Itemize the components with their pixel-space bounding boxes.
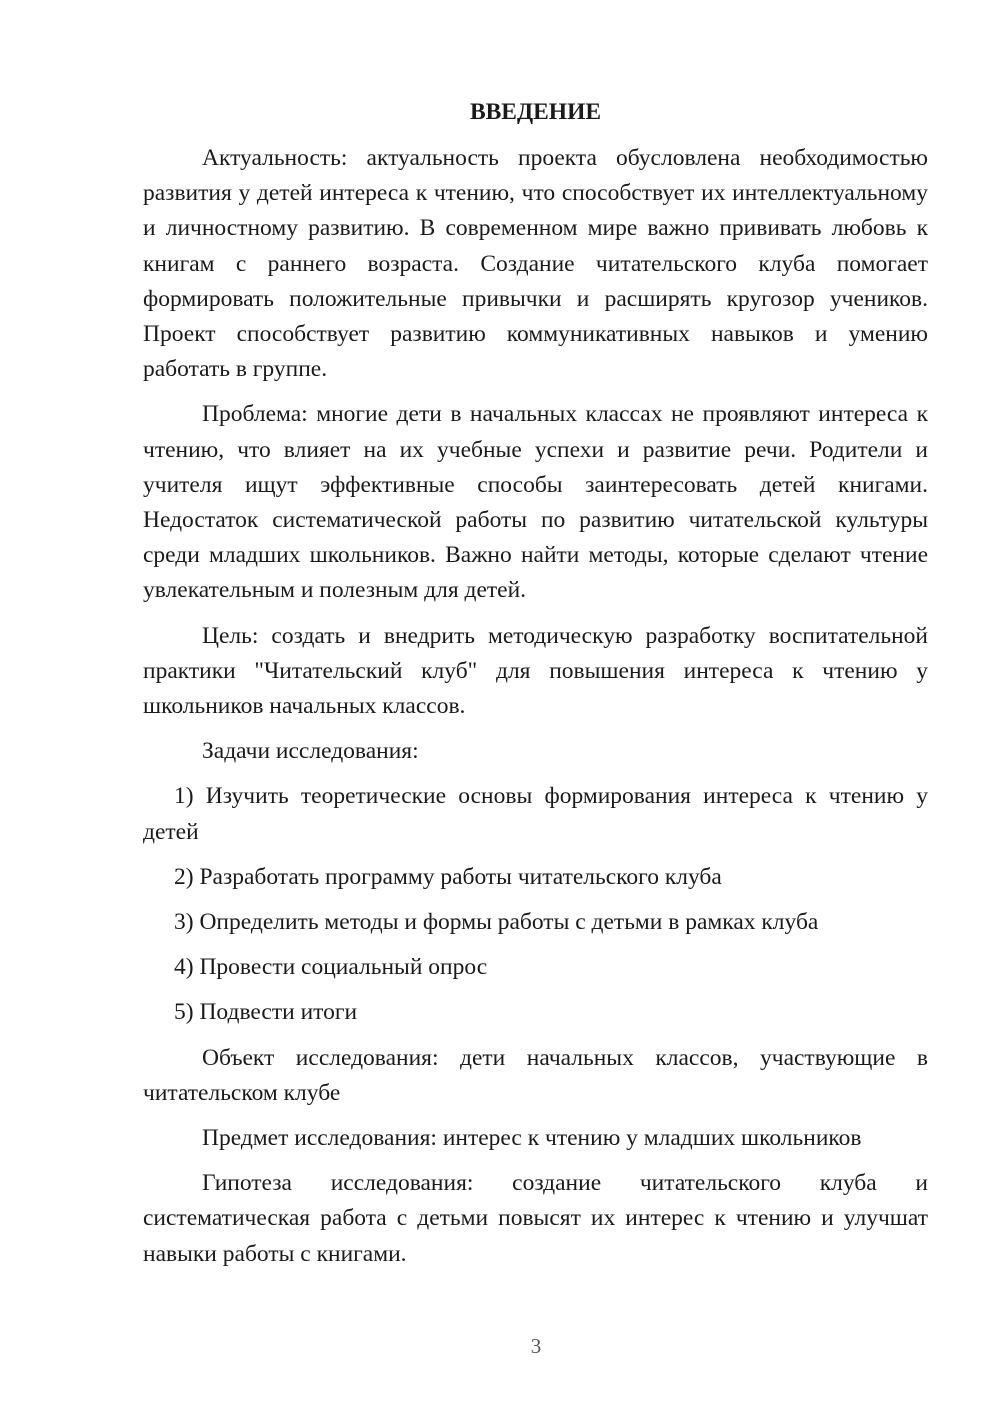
paragraph-relevance: Актуальность: актуальность проекта обусловлена необходимостью развития у детей интереса к чтению, что способствует их интеллектуальному и личностному развитию. В современном мире важно прививать любовь к книгам с раннего возраста. Создание читательского клуба помогает формировать положительные привычки и расширять кругозор учеников. Проект способствует развитию коммуникативных навыков и умению работать в группе.	[143, 145, 928, 383]
task-item-3: 3) Определить методы и формы работы с детьми в рамках клуба	[174, 909, 819, 936]
paragraph-problem: Проблема: многие дети в начальных классах не проявляют интереса к чтению, что влияет на их учебные успехи и развитие речи. Родители и учителя ищут эффективные способы заинтересовать детей книгами. Недостаток систематической работы по развитию читательской культуры среди младших школьников. Важно найти методы, которые сделают чтение увлекательным и полезным для детей.	[143, 401, 928, 604]
page-number: 3	[530, 1334, 542, 1358]
paragraph-subject: Предмет исследования: интерес к чтению у младших школьников	[202, 1125, 862, 1152]
paragraph-tasks-heading: Задачи исследования:	[202, 738, 419, 765]
task-item-2: 2) Разработать программу работы читательского клуба	[174, 863, 722, 890]
document-page	[143, 95, 928, 1282]
task-item-5: 5) Подвести итоги	[174, 999, 358, 1026]
task-item-1: 1) Изучить теоретические основы формирования интереса к чтению у детей	[143, 783, 928, 845]
paragraph-hypothesis: Гипотеза исследования: создание читательского клуба и систематическая работа с детьми повысят их интерес к чтению и улучшат навыки работы с книгами.	[143, 1170, 928, 1267]
paragraph-goal: Цель: создать и внедрить методическую разработку воспитательной практики "Читательский клуб" для повышения интереса к чтению у школьников начальных классов.	[143, 622, 928, 720]
task-item-4: 4) Провести социальный опрос	[174, 954, 488, 981]
paragraph-object: Объект исследования: дети начальных классов, участвующие в читательском клубе	[143, 1044, 928, 1106]
page-title: ВВЕДЕНИЕ	[469, 99, 602, 125]
